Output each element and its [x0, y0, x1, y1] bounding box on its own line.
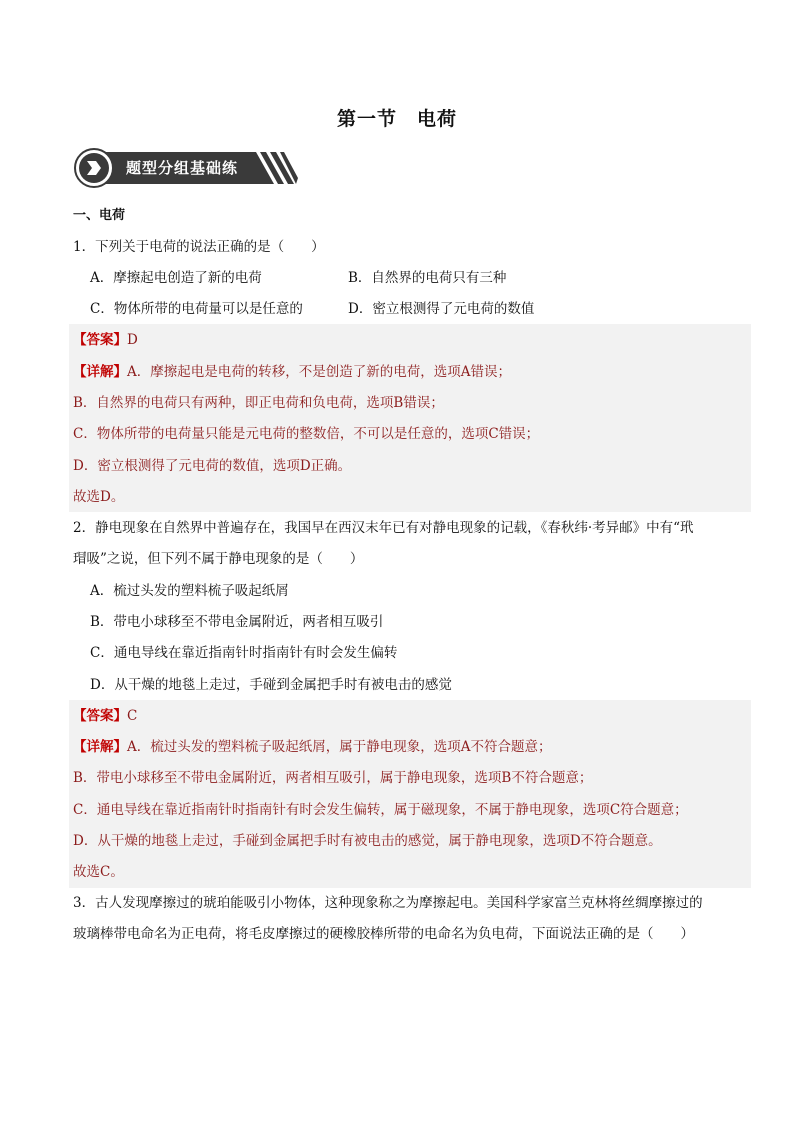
question-3-stem-2: 玻璃棒带电命名为正电荷，将毛皮摩擦过的硬橡胶棒所带的电命名为负电荷，下面说法正确的是（ ）	[73, 926, 694, 942]
banner-label: 题型分组基础练	[126, 159, 239, 177]
q2-detail-2: B．带电小球移至不带电金属附近，两者相互吸引，属于静电现象，选项B不符合题意；	[73, 770, 593, 786]
question-3-stem-1: 3．古人发现摩擦过的琥珀能吸引小物体，这种现象称之为摩擦起电。美国科学家富兰克林将丝绸摩擦过的	[73, 895, 703, 911]
q2-option-a: A．梳过头发的塑料梳子吸起纸屑	[90, 583, 289, 599]
q2-answer-box	[69, 700, 751, 888]
q1-detail-3: C．物体所带的电荷量只能是元电荷的整数倍，不可以是任意的，选项C错误；	[73, 426, 540, 442]
q2-option-c: C．通电导线在靠近指南针时指南针有时会发生偏转	[90, 645, 398, 661]
q1-detail-4: D．密立根测得了元电荷的数值，选项D正确。	[73, 458, 352, 474]
q1-conclusion: 故选D。	[73, 489, 125, 505]
q2-option-b: B．带电小球移至不带电金属附近，两者相互吸引	[90, 614, 384, 630]
q1-answer-box	[69, 324, 751, 512]
q1-answer-value: D	[127, 332, 138, 348]
q1-detail-1-text: A．摩擦起电是电荷的转移，不是创造了新的电荷，选项A错误；	[127, 364, 511, 380]
q1-detail-2: B．自然界的电荷只有两种，即正电荷和负电荷，选项B错误；	[73, 395, 444, 411]
q1-option-c: C．物体所带的电荷量可以是任意的	[90, 301, 303, 317]
q2-detail-3: C．通电导线在靠近指南针时指南针有时会发生偏转，属于磁现象，不属于静电现象，选项C符合题意；	[73, 802, 688, 818]
q1-option-b: B．自然界的电荷只有三种	[348, 270, 507, 286]
question-2-stem-2: 瑁吸”之说，但下列不属于静电现象的是（ ）	[73, 551, 364, 567]
q2-answer	[73, 706, 137, 726]
q1-option-a: A．摩擦起电创造了新的电荷	[90, 270, 262, 286]
q2-conclusion: 故选C。	[73, 864, 124, 880]
q1-answer	[73, 330, 138, 350]
q1-option-d: D．密立根测得了元电荷的数值	[348, 301, 535, 317]
q2-detail-4: D．从干燥的地毯上走过，手碰到金属把手时有被电击的感觉，属于静电现象，选项D不符合题意。	[73, 833, 662, 849]
detail-tag: 【详解】	[73, 364, 127, 380]
page-title: 第一节 电荷	[336, 108, 457, 130]
q2-detail-1-text: A．梳过头发的塑料梳子吸起纸屑，属于静电现象，选项A不符合题意；	[127, 739, 552, 755]
answer-tag: 【答案】	[73, 332, 127, 348]
section-heading: 一、电荷	[73, 208, 126, 223]
q2-answer-value: C	[127, 708, 138, 724]
answer-tag: 【答案】	[73, 708, 127, 724]
q1-detail-1	[73, 362, 511, 382]
detail-tag: 【详解】	[73, 739, 127, 755]
q2-detail-1	[73, 737, 552, 757]
question-1-stem: 1．下列关于电荷的说法正确的是（ ）	[73, 239, 325, 255]
q2-option-d: D．从干燥的地毯上走过，手碰到金属把手时有被电击的感觉	[90, 677, 452, 693]
question-2-stem-1: 2．静电现象在自然界中普遍存在，我国早在西汉末年已有对静电现象的记载，《春秋纬·考异邮》中有“玳	[73, 520, 694, 536]
